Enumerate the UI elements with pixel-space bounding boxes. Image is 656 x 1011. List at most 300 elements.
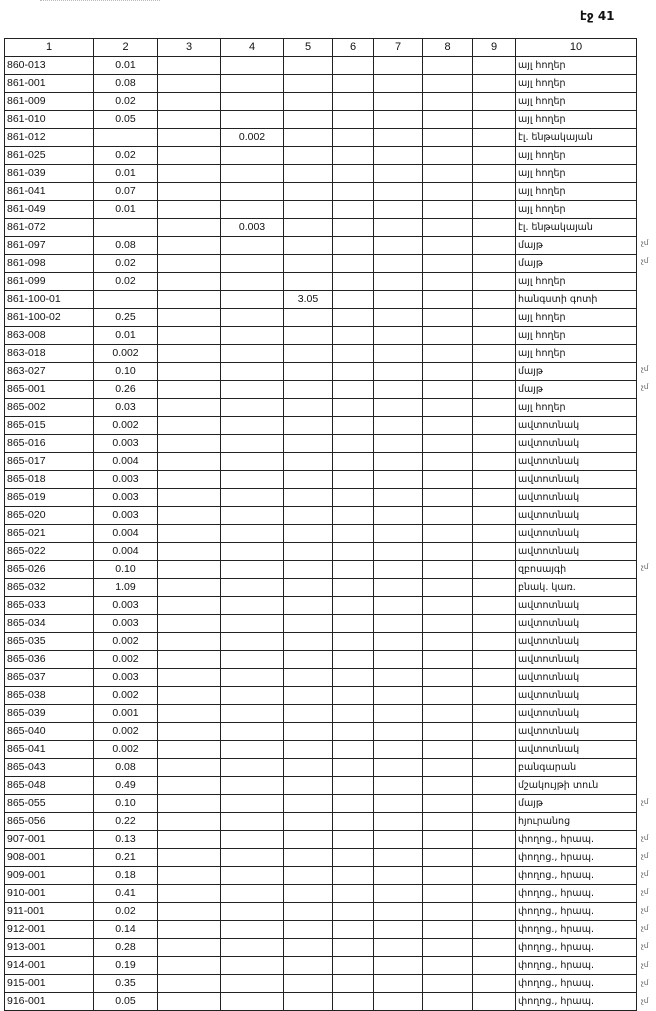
col7-cell [374, 453, 423, 471]
area-col5-cell [284, 129, 333, 147]
col7-cell [374, 561, 423, 579]
col9-cell [473, 759, 516, 777]
col3-cell [158, 309, 221, 327]
land-use-cell: այլ հողեր [516, 147, 637, 165]
area-col5-cell [284, 831, 333, 849]
col9-cell [473, 921, 516, 939]
land-use-cell: ավտոտնակ [516, 597, 637, 615]
col9-cell [473, 579, 516, 597]
area-col2-cell: 0.35 [94, 975, 158, 993]
area-col4-cell [221, 687, 284, 705]
table-row [5, 597, 637, 615]
col9-cell [473, 813, 516, 831]
parcel-code-cell: 861-009 [5, 93, 94, 111]
col7-cell [374, 489, 423, 507]
col7-cell [374, 687, 423, 705]
col6-cell [333, 777, 374, 795]
col3-cell [158, 975, 221, 993]
area-col4-cell [221, 921, 284, 939]
table-row [5, 885, 637, 903]
land-use-cell: այլ հողեր [516, 183, 637, 201]
parcel-code-cell: 865-055 [5, 795, 94, 813]
col3-cell [158, 507, 221, 525]
area-col4-cell [221, 705, 284, 723]
col7-cell [374, 885, 423, 903]
area-col2-cell: 0.01 [94, 57, 158, 75]
col6-cell [333, 993, 374, 1011]
col8-cell [423, 147, 473, 165]
col7-cell [374, 579, 423, 597]
parcel-code-cell: 865-038 [5, 687, 94, 705]
col7-cell [374, 939, 423, 957]
area-col5-cell [284, 381, 333, 399]
parcel-code-cell: 911-001 [5, 903, 94, 921]
area-col4-cell [221, 363, 284, 381]
area-col5-cell [284, 885, 333, 903]
col6-cell [333, 741, 374, 759]
col9-cell [473, 345, 516, 363]
col6-cell [333, 831, 374, 849]
parcel-code-cell: 861-100-02 [5, 309, 94, 327]
col3-cell [158, 489, 221, 507]
margin-note: չմ [641, 364, 649, 373]
area-col2-cell: 0.01 [94, 327, 158, 345]
col9-cell [473, 399, 516, 417]
area-col5-cell [284, 903, 333, 921]
col6-cell [333, 507, 374, 525]
col9-cell [473, 165, 516, 183]
area-col4-cell [221, 597, 284, 615]
parcel-code-cell: 865-035 [5, 633, 94, 651]
col3-cell [158, 417, 221, 435]
area-col4-cell [221, 579, 284, 597]
column-header-1: 1 [5, 39, 94, 57]
area-col4-cell [221, 669, 284, 687]
col8-cell [423, 903, 473, 921]
area-col5-cell [284, 579, 333, 597]
col3-cell [158, 849, 221, 867]
parcel-code-cell: 865-002 [5, 399, 94, 417]
col7-cell [374, 867, 423, 885]
land-use-cell: մայթ [516, 237, 637, 255]
area-col5-cell [284, 651, 333, 669]
parcel-code-cell: 865-032 [5, 579, 94, 597]
table-row [5, 255, 637, 273]
area-col4-cell [221, 651, 284, 669]
col7-cell [374, 291, 423, 309]
col9-cell [473, 255, 516, 273]
land-use-cell: այլ հողեր [516, 327, 637, 345]
area-col2-cell: 0.19 [94, 957, 158, 975]
col9-cell [473, 849, 516, 867]
area-col4-cell [221, 759, 284, 777]
col7-cell [374, 759, 423, 777]
area-col5-cell [284, 471, 333, 489]
col6-cell [333, 957, 374, 975]
margin-note: չմ [641, 870, 649, 879]
col3-cell [158, 327, 221, 345]
land-use-cell: փողոց., հրապ. [516, 885, 637, 903]
col7-cell [374, 435, 423, 453]
land-use-cell: ավտոտնակ [516, 471, 637, 489]
area-col5-cell [284, 939, 333, 957]
area-col5-cell [284, 795, 333, 813]
land-use-cell: ավտոտնակ [516, 489, 637, 507]
area-col4-cell [221, 489, 284, 507]
col7-cell [374, 543, 423, 561]
col9-cell [473, 489, 516, 507]
col6-cell [333, 327, 374, 345]
col3-cell [158, 939, 221, 957]
land-use-cell: այլ հողեր [516, 57, 637, 75]
area-col2-cell: 0.003 [94, 669, 158, 687]
col3-cell [158, 345, 221, 363]
col9-cell [473, 435, 516, 453]
parcel-code-cell: 861-010 [5, 111, 94, 129]
col3-cell [158, 165, 221, 183]
col9-cell [473, 309, 516, 327]
area-col5-cell [284, 957, 333, 975]
col7-cell [374, 633, 423, 651]
col8-cell [423, 759, 473, 777]
column-header-8: 8 [423, 39, 473, 57]
col6-cell [333, 129, 374, 147]
table-row [5, 291, 637, 309]
area-col5-cell [284, 993, 333, 1011]
col6-cell [333, 669, 374, 687]
col9-cell [473, 903, 516, 921]
col8-cell [423, 273, 473, 291]
col7-cell [374, 597, 423, 615]
col7-cell [374, 705, 423, 723]
parcel-code-cell: 861-072 [5, 219, 94, 237]
col7-cell [374, 363, 423, 381]
parcel-code-cell: 861-097 [5, 237, 94, 255]
area-col4-cell: 0.002 [221, 129, 284, 147]
col8-cell [423, 957, 473, 975]
col9-cell [473, 57, 516, 75]
col3-cell [158, 399, 221, 417]
area-col5-cell: 3.05 [284, 291, 333, 309]
col7-cell [374, 183, 423, 201]
area-col2-cell: 0.03 [94, 399, 158, 417]
col3-cell [158, 129, 221, 147]
col6-cell [333, 75, 374, 93]
col3-cell [158, 795, 221, 813]
land-use-cell: փողոց., հրապ. [516, 867, 637, 885]
col6-cell [333, 273, 374, 291]
col8-cell [423, 111, 473, 129]
col3-cell [158, 57, 221, 75]
table-row [5, 795, 637, 813]
col9-cell [473, 831, 516, 849]
area-col2-cell: 0.004 [94, 543, 158, 561]
land-use-cell: մայթ [516, 795, 637, 813]
col3-cell [158, 255, 221, 273]
land-use-cell: էլ. ենթակայան [516, 129, 637, 147]
parcel-code-cell: 908-001 [5, 849, 94, 867]
col7-cell [374, 615, 423, 633]
margin-note: չմ [641, 942, 649, 951]
land-use-cell: ավտոտնակ [516, 615, 637, 633]
area-col4-cell [221, 723, 284, 741]
col3-cell [158, 651, 221, 669]
land-use-cell: մայթ [516, 255, 637, 273]
parcel-code-cell: 861-025 [5, 147, 94, 165]
area-col4-cell [221, 255, 284, 273]
col6-cell [333, 885, 374, 903]
area-col5-cell [284, 453, 333, 471]
table-row [5, 489, 637, 507]
col3-cell [158, 993, 221, 1011]
col6-cell [333, 291, 374, 309]
col6-cell [333, 597, 374, 615]
area-col4-cell [221, 903, 284, 921]
area-col5-cell [284, 255, 333, 273]
margin-note: չմ [641, 906, 649, 915]
margin-note: չմ [641, 834, 649, 843]
col6-cell [333, 255, 374, 273]
parcel-code-cell: 910-001 [5, 885, 94, 903]
margin-note: չմ [641, 888, 649, 897]
parcel-code-cell: 865-001 [5, 381, 94, 399]
col7-cell [374, 669, 423, 687]
col7-cell [374, 93, 423, 111]
table-row [5, 219, 637, 237]
col6-cell [333, 651, 374, 669]
parcel-code-cell: 913-001 [5, 939, 94, 957]
table-row [5, 921, 637, 939]
area-col4-cell [221, 777, 284, 795]
table-row [5, 561, 637, 579]
area-col4-cell [221, 147, 284, 165]
col6-cell [333, 849, 374, 867]
land-use-cell: ավտոտնակ [516, 687, 637, 705]
col7-cell [374, 219, 423, 237]
area-col5-cell [284, 759, 333, 777]
col3-cell [158, 867, 221, 885]
parcel-code-cell: 861-039 [5, 165, 94, 183]
col3-cell [158, 111, 221, 129]
parcel-code-cell: 865-017 [5, 453, 94, 471]
table-row [5, 957, 637, 975]
col6-cell [333, 687, 374, 705]
col9-cell [473, 687, 516, 705]
land-use-cell: փողոց., հրապ. [516, 903, 637, 921]
col3-cell [158, 759, 221, 777]
col8-cell [423, 525, 473, 543]
header-row [5, 39, 637, 57]
col8-cell [423, 867, 473, 885]
area-col4-cell [221, 291, 284, 309]
column-header-6: 6 [333, 39, 374, 57]
col6-cell [333, 471, 374, 489]
area-col4-cell [221, 507, 284, 525]
area-col5-cell [284, 309, 333, 327]
col6-cell [333, 435, 374, 453]
col8-cell [423, 381, 473, 399]
col8-cell [423, 687, 473, 705]
col6-cell [333, 939, 374, 957]
col7-cell [374, 993, 423, 1011]
col3-cell [158, 687, 221, 705]
col9-cell [473, 273, 516, 291]
margin-note: չմ [641, 852, 649, 861]
col7-cell [374, 273, 423, 291]
area-col2-cell: 0.01 [94, 201, 158, 219]
area-col5-cell [284, 633, 333, 651]
parcel-code-cell: 907-001 [5, 831, 94, 849]
col7-cell [374, 381, 423, 399]
area-col4-cell [221, 471, 284, 489]
col8-cell [423, 507, 473, 525]
col7-cell [374, 651, 423, 669]
area-col2-cell: 0.003 [94, 597, 158, 615]
area-col5-cell [284, 813, 333, 831]
col3-cell [158, 885, 221, 903]
col3-cell [158, 147, 221, 165]
col3-cell [158, 633, 221, 651]
area-col2-cell: 0.25 [94, 309, 158, 327]
area-col4-cell [221, 993, 284, 1011]
land-use-cell: ավտոտնակ [516, 741, 637, 759]
col9-cell [473, 741, 516, 759]
table-row [5, 813, 637, 831]
area-col4-cell [221, 885, 284, 903]
margin-note: չմ [641, 256, 649, 265]
column-header-7: 7 [374, 39, 423, 57]
table-row [5, 183, 637, 201]
area-col2-cell: 0.08 [94, 759, 158, 777]
land-use-cell: փողոց., հրապ. [516, 849, 637, 867]
area-col5-cell [284, 975, 333, 993]
land-use-cell: այլ հողեր [516, 165, 637, 183]
table-row [5, 867, 637, 885]
table-row [5, 345, 637, 363]
col3-cell [158, 597, 221, 615]
col6-cell [333, 363, 374, 381]
col7-cell [374, 237, 423, 255]
parcel-code-cell: 865-039 [5, 705, 94, 723]
area-col2-cell: 0.002 [94, 741, 158, 759]
col6-cell [333, 147, 374, 165]
col8-cell [423, 669, 473, 687]
col9-cell [473, 723, 516, 741]
col9-cell [473, 201, 516, 219]
area-col5-cell [284, 507, 333, 525]
area-col2-cell: 0.18 [94, 867, 158, 885]
col3-cell [158, 471, 221, 489]
col9-cell [473, 561, 516, 579]
table-row [5, 381, 637, 399]
col7-cell [374, 417, 423, 435]
col8-cell [423, 183, 473, 201]
table-row [5, 741, 637, 759]
table-row [5, 435, 637, 453]
land-use-cell: մայթ [516, 381, 637, 399]
table-row [5, 147, 637, 165]
table-row [5, 579, 637, 597]
margin-note: չմ [641, 996, 649, 1005]
area-col2-cell [94, 129, 158, 147]
area-col4-cell [221, 957, 284, 975]
area-col4-cell [221, 525, 284, 543]
area-col2-cell: 0.05 [94, 993, 158, 1011]
area-col5-cell [284, 201, 333, 219]
col6-cell [333, 579, 374, 597]
col3-cell [158, 777, 221, 795]
col8-cell [423, 741, 473, 759]
land-use-cell: մշակույթի տուն [516, 777, 637, 795]
parcel-code-cell: 865-048 [5, 777, 94, 795]
parcel-code-cell: 863-018 [5, 345, 94, 363]
col7-cell [374, 111, 423, 129]
land-use-cell: զբոսայգի [516, 561, 637, 579]
col3-cell [158, 921, 221, 939]
table-row [5, 309, 637, 327]
area-col2-cell: 0.01 [94, 165, 158, 183]
area-col2-cell: 0.49 [94, 777, 158, 795]
col8-cell [423, 777, 473, 795]
area-col4-cell [221, 381, 284, 399]
area-col2-cell: 0.10 [94, 795, 158, 813]
col3-cell [158, 705, 221, 723]
page-number: էջ 41 [580, 9, 615, 23]
col8-cell [423, 831, 473, 849]
col7-cell [374, 165, 423, 183]
table-row [5, 831, 637, 849]
col6-cell [333, 345, 374, 363]
col7-cell [374, 129, 423, 147]
col9-cell [473, 75, 516, 93]
land-use-cell: փողոց., հրապ. [516, 939, 637, 957]
area-col2-cell: 0.004 [94, 525, 158, 543]
area-col4-cell [221, 453, 284, 471]
col8-cell [423, 129, 473, 147]
parcel-code-cell: 865-022 [5, 543, 94, 561]
col8-cell [423, 201, 473, 219]
land-use-cell: ավտոտնակ [516, 435, 637, 453]
margin-note: չմ [641, 238, 649, 247]
parcel-code-cell: 865-015 [5, 417, 94, 435]
area-col2-cell: 0.004 [94, 453, 158, 471]
area-col2-cell: 0.003 [94, 615, 158, 633]
area-col2-cell: 0.41 [94, 885, 158, 903]
col8-cell [423, 795, 473, 813]
area-col2-cell: 0.002 [94, 651, 158, 669]
col8-cell [423, 93, 473, 111]
land-use-cell: բանգարան [516, 759, 637, 777]
col3-cell [158, 831, 221, 849]
col6-cell [333, 165, 374, 183]
land-use-cell: այլ հողեր [516, 111, 637, 129]
col8-cell [423, 165, 473, 183]
col3-cell [158, 723, 221, 741]
area-col2-cell: 0.001 [94, 705, 158, 723]
col3-cell [158, 741, 221, 759]
table-row [5, 93, 637, 111]
col3-cell [158, 525, 221, 543]
col9-cell [473, 993, 516, 1011]
col8-cell [423, 255, 473, 273]
table-row [5, 615, 637, 633]
parcel-code-cell: 865-021 [5, 525, 94, 543]
area-col5-cell [284, 741, 333, 759]
area-col2-cell: 0.10 [94, 561, 158, 579]
area-col4-cell [221, 543, 284, 561]
col6-cell [333, 237, 374, 255]
table-row [5, 525, 637, 543]
